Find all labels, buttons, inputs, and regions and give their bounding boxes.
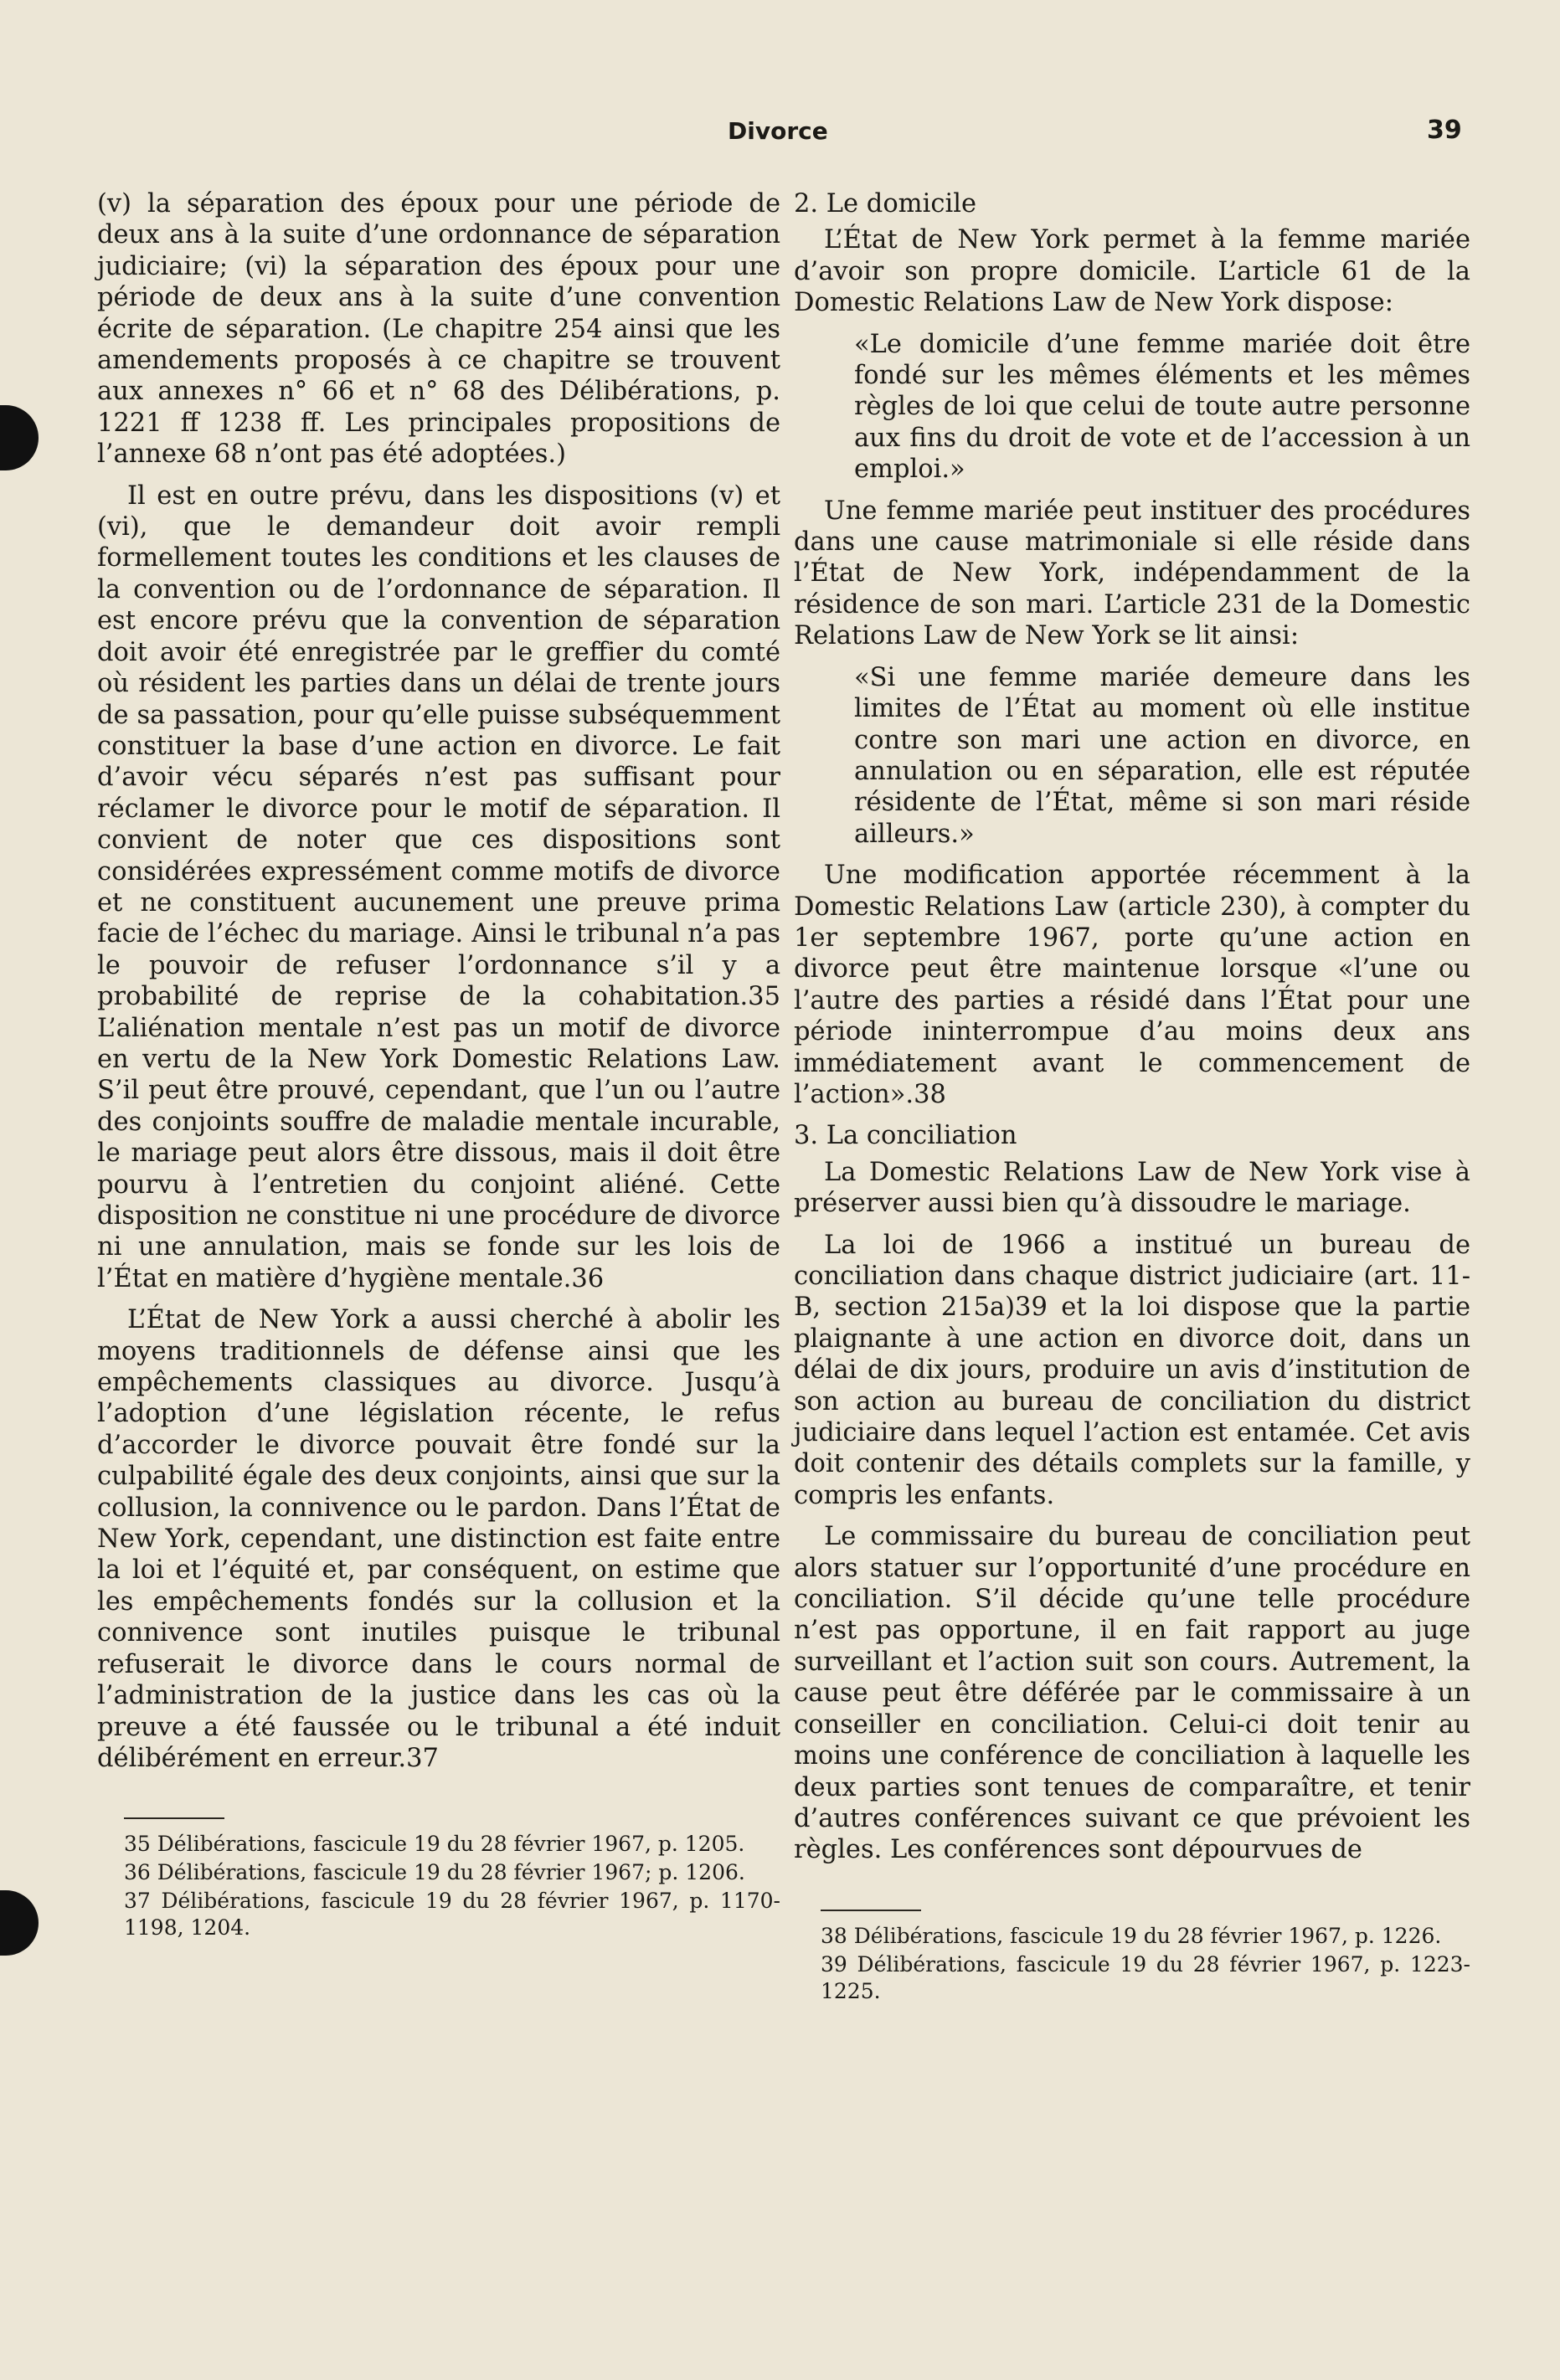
footnote: 37 Délibérations, fascicule 19 du 28 février 1967, p. 1170-1198, 1204. bbox=[124, 1889, 780, 1940]
page-number: 39 bbox=[1427, 116, 1462, 145]
paragraph: Il est en outre prévu, dans les dispositions (v) et (vi), que le demandeur doit avoir rempli formellement toutes les conditions et les clauses de la convention ou de l’ordonnance de séparation. Il est encore prévu que la convention de séparation doit avoir été enregistrée par le greffier du comté où résident les parties dans un délai de trente jours de sa passation, pour qu’elle puisse subséquemment constituer la base d’une action en divorce. Le fait d’avoir vécu séparés n’est pas suffisant pour réclamer le divorce pour le motif de séparation. Il convient de noter que ces dispositions sont considérées expressément comme motifs de divorce et ne constituent aucunement une preuve prima facie de l’échec du mariage. Ainsi le tribunal n’a pas le pouvoir de refuser l’ordonnance s’il y a probabilité de reprise de la cohabitation.35 L’aliénation mentale n’est pas un motif de divorce en vertu de la New York Domestic Relations Law. S’il peut être prouvé, cependant, que l’un ou l’autre des conjoints souffre de maladie mentale incurable, le mariage peut alors être dissous, mais il doit être pourvu à l’entretien du conjoint aliéné. Cette disposition ne constitue ni une procédure de divorce ni une annulation, mais se fonde sur les lois de l’État en matière d’hygiène mentale.36 bbox=[97, 481, 780, 1293]
section-heading: 2. Le domicile bbox=[794, 189, 976, 218]
right-column bbox=[794, 188, 1470, 2007]
binder-hole-bottom bbox=[0, 1890, 39, 1956]
footnote-divider bbox=[124, 1817, 224, 1819]
footnote: 39 Délibérations, fascicule 19 du 28 février 1967, p. 1223-1225. bbox=[821, 1951, 1470, 2003]
block-quote: «Si une femme mariée demeure dans les limites de l’État au moment où elle institue contre son mari une action en divorce, en annulation ou en séparation, elle est réputée résidente de l’État, même si son mari réside ailleurs.» bbox=[854, 662, 1470, 849]
page-header bbox=[0, 117, 1560, 151]
binder-hole-top bbox=[0, 405, 39, 470]
footnote-divider bbox=[821, 1910, 921, 1911]
paragraph: L’État de New York a aussi cherché à abolir les moyens traditionnels de défense ainsi que les empêchements classiques au divorce. Jusqu’à l’adoption d’une législation récente, le refus d’accorder le divorce pouvait être fondé sur la culpabilité égale des deux conjoints, ainsi que sur la collusion, la connivence ou le pardon. Dans l’État de New York, cependant, une distinction est faite entre la loi et l’équité et, par conséquent, on estime que les empêchements fondés sur la collusion et la connivence sont inutiles puisque le tribunal refuserait le divorce dans le cours normal de l’administration de la justice dans les cas où la preuve a été faussée ou le tribunal a été induit délibérément en erreur.37 bbox=[97, 1305, 780, 1773]
footnote: 35 Délibérations, fascicule 19 du 28 février 1967, p. 1205. bbox=[124, 1832, 745, 1857]
paragraph: (v) la séparation des époux pour une période de deux ans à la suite d’une ordonnance de séparation judiciaire; (vi) la séparation des époux pour une période de deux ans à la suite d’une convention écrite de séparation. (Le chapitre 254 ainsi que les amendements proposés à ce chapitre se trouvent aux annexes n° 66 et n° 68 des Délibérations, p. 1221 ff 1238 ff. Les principales propositions de l’annexe 68 n’ont pas été adoptées.) bbox=[97, 189, 780, 470]
paragraph: L’État de New York permet à la femme mariée d’avoir son propre domicile. L’article 61 de la Domestic Relations Law de New York dispose: bbox=[794, 225, 1470, 318]
left-column bbox=[97, 188, 780, 1943]
paragraph: Une femme mariée peut instituer des procédures dans une cause matrimoniale si elle réside dans l’État de New York, indépendamment de la résidence de son mari. L’article 231 de la Domestic Relations Law de New York se lit ainsi: bbox=[794, 496, 1470, 651]
footnote: 38 Délibérations, fascicule 19 du 28 février 1967, p. 1226. bbox=[821, 1923, 1442, 1948]
block-quote: «Le domicile d’une femme mariée doit être fondé sur les mêmes éléments et les mêmes règles de loi que celui de toute autre personne aux fins du droit de vote et de l’accession à un emploi.» bbox=[854, 329, 1470, 485]
paragraph: Une modification apportée récemment à la Domestic Relations Law (article 230), à compter du 1er septembre 1967, porte qu’une action en divorce peut être maintenue lorsque «l’une ou l’autre des parties a résidé dans l’État pour une période ininterrompue d’au moins deux ans immédiatement avant le commencement de l’action».38 bbox=[794, 861, 1470, 1109]
paragraph: La Domestic Relations Law de New York vise à préserver aussi bien qu’à dissoudre le mariage. bbox=[794, 1157, 1470, 1219]
footnote: 36 Délibérations, fascicule 19 du 28 février 1967; p. 1206. bbox=[124, 1860, 745, 1885]
paragraph: Le commissaire du bureau de conciliation peut alors statuer sur l’opportunité d’une procédure en conciliation. S’il décide qu’une telle procédure n’est pas opportune, il en fait rapport au juge surveillant et l’action suit son cours. Autrement, la cause peut être déférée par le commissaire à un conseiller en conciliation. Celui-ci doit tenir au moins une conférence de conciliation à laquelle les deux parties sont tenues de comparaître, et tenir d’autres conférences suivant ce que prévoient les règles. Les conférences sont dépourvues de bbox=[794, 1522, 1470, 1865]
running-head: Divorce bbox=[728, 117, 828, 145]
section-heading: 3. La conciliation bbox=[794, 1121, 1017, 1151]
paragraph: La loi de 1966 a institué un bureau de conciliation dans chaque district judiciaire (art. 11-B, section 215a)39 et la loi dispose que la partie plaignante à une action en divorce doit, dans un délai de dix jours, produire un avis d’institution de son action au bureau de conciliation du district judiciaire dans lequel l’action est entamée. Cet avis doit contenir des détails complets sur la famille, y compris les enfants. bbox=[794, 1230, 1470, 1510]
